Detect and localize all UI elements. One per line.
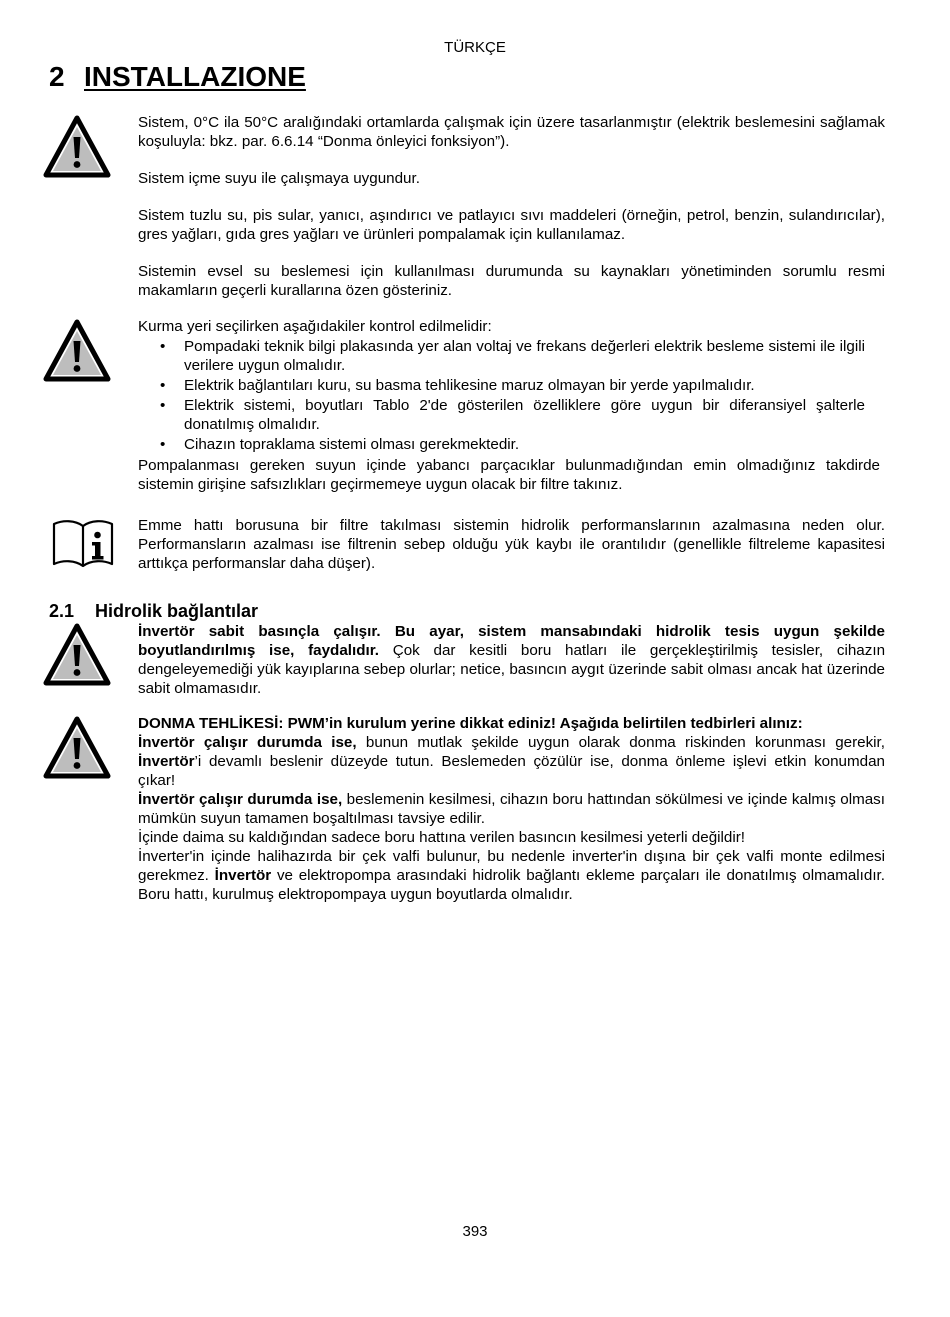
frost-text: ve elektropompa arasındaki hidrolik bağlantı ekleme parçaları ile donatılmış olmamalıdır. Boru hattı, kurulmuş elektropompaya uygun boyutlarda olmalıdır. <box>138 867 885 903</box>
list-item: • Elektrik sistemi, boyutları Tablo 2'de gösterilen özelliklere göre uygun bir diferansiyel şalterle donatılmış olmalıdır. <box>138 396 885 434</box>
warning-icon <box>42 113 112 179</box>
installation-block <box>138 317 885 494</box>
frost-paragraph <box>138 733 885 790</box>
list-item: • Elektrik bağlantıları kuru, su basma tehlikesine maruz olmayan bir yerde yapılmalıdır. <box>138 376 885 395</box>
intro-paragraph: Sistem içme suyu ile çalışmaya uygundur. <box>138 170 420 187</box>
frost-heading <box>138 714 885 733</box>
hydraulic-bold-intro: İnvertör sabit basınçla çalışır. Bu ayar, sistem mansabındaki hidrolik tesis uygun şekilde boyutlandırılmış ise, faydalıdır. <box>138 623 885 659</box>
list-item: • Cihazın topraklama sistemi olması gerekmektedir. <box>138 435 885 454</box>
intro-block <box>138 113 885 300</box>
frost-bold: İnvertör <box>138 753 195 770</box>
frost-paragraph <box>138 790 885 828</box>
hydraulic-block <box>138 622 885 698</box>
list-item: • Pompadaki teknik bilgi plakasında yer alan voltaj ve frekans değerleri elektrik besleme sistemi ile ilgili verilere uygun olmalıdır. <box>138 337 885 375</box>
info-block <box>138 516 885 573</box>
intro-paragraph: Sistem, 0°C ila 50°C aralığındaki ortamlarda çalışmak için üzere tasarlanmıştır (elektrik beslemesini sağlamak koşuluyla: bkz. par. 6.6.14 “Donma önleyici fonksiyon”). <box>138 114 885 150</box>
frost-text: ’i devamlı beslenir düzeyde tutun. Beslemeden çözülür ise, donma önleme işlevi etkin konumdan çıkar! <box>138 753 885 789</box>
warning-icon <box>42 317 112 383</box>
page-number: 393 <box>462 1223 488 1240</box>
frost-heading-text: DONMA TEHLİKESİ: PWM’in kurulum yerine dikkat ediniz! Aşağıda belirtilen tedbirleri alınız: <box>138 715 803 732</box>
frost-bold: İnvertör <box>214 867 272 884</box>
intro-paragraph: Sistemin evsel su beslemesi için kullanılması durumunda su kaynakları yönetiminden sorumlu resmi makamların geçerli kurallarına özen gösteriniz. <box>138 263 885 299</box>
warning-icon <box>42 714 112 780</box>
frost-block <box>138 714 885 904</box>
intro-paragraph: Sistem tuzlu su, pis sular, yanıcı, aşındırıcı ve patlayıcı sıvı maddeleri (örneğin, petrol, benzin, sulandırıcılar), gres yağları, gıda gres yağları ve ürünleri pompalamak için kullanılamaz. <box>138 207 885 243</box>
frost-bold: İnvertör çalışır durumda ise, <box>138 791 343 808</box>
subsection-title-text: Hidrolik bağlantılar <box>95 601 259 621</box>
subsection-title <box>49 600 258 622</box>
info-text: Emme hattı borusuna bir filtre takılması sistemin hidrolik performanslarının azalmasına neden olur. Performansların azalması ise filtrenin sebep olduğu yük kaybı ile orantılıdır (genellikle filtreleme kapasitesi arttıkça performanslar daha düşer). <box>138 517 885 572</box>
filter-note: Pompalanması gereken suyun içinde yabancı parçacıklar bulunmadığından emin olmadığınız takdirde sistemin girişine safsızlıkları geçirmemeye uygun olacak bir filtre takınız. <box>138 457 880 493</box>
frost-bold: İnvertör çalışır durumda ise, <box>138 734 357 751</box>
section-number: 2 <box>49 61 65 92</box>
installation-checklist <box>138 337 885 454</box>
section-title-text: INSTALLAZIONE <box>84 61 306 92</box>
info-manual-icon <box>51 518 115 568</box>
page-header-language: TÜRKÇE <box>444 39 506 56</box>
hydraulic-text: Çok dar kesitli boru hatları ile gerçekleştirilmiş tesisler, cihazın dengeleyemediği yük kayıplarına sebep olurlar; netice, basıncın aygıt üzerinde sabit olması ancak hat üzerinde sabit olmamasıdır. <box>138 642 886 697</box>
frost-text: beslemenin kesilmesi, cihazın boru hattından sökülmesi ve içinde kalmış olması mümkün suyun tamamen boşaltılması tavsiye edilir. <box>138 791 885 827</box>
warning-icon <box>42 621 112 687</box>
hydraulic-paragraph <box>138 622 885 698</box>
frost-paragraph <box>138 847 885 904</box>
frost-text: İnverter'in içinde halihazırda bir çek valfi bulunur, bu nedenle inverter'in dışına bir çek valfi monte edilmesi gerekmez. <box>138 848 885 884</box>
installation-lead: Kurma yeri seçilirken aşağıdakiler kontrol edilmelidir: <box>138 318 492 335</box>
subsection-number: 2.1 <box>49 601 75 621</box>
frost-text: bunun mutlak şekilde uygun olarak donma riskinden korunması gerekir, <box>356 734 885 751</box>
section-title <box>49 60 306 94</box>
frost-paragraph: İçinde daima su kaldığından sadece boru hattına verilen basıncın kesilmesi yeterli değildir! <box>138 829 745 846</box>
